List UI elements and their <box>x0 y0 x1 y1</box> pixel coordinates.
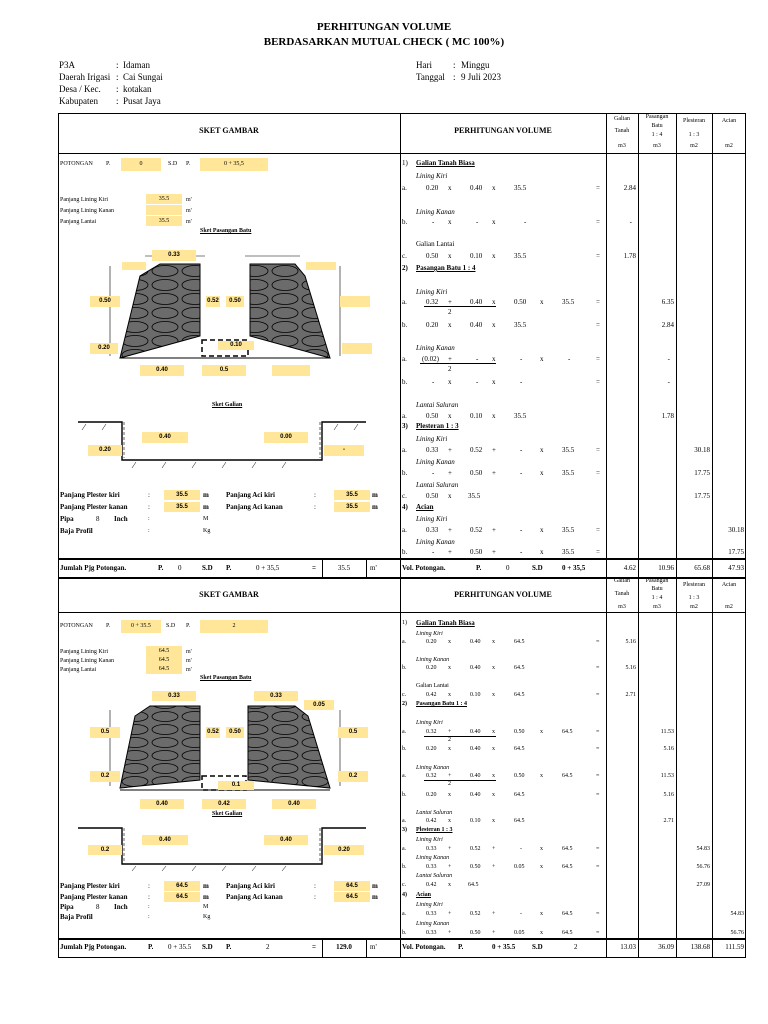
p-label: P. <box>226 564 232 572</box>
dim-label: 0.33 <box>152 250 196 261</box>
jumlah-label: Jumlah Pjg Potongan. <box>60 943 127 951</box>
highlight <box>146 205 182 215</box>
unit: m <box>372 882 378 890</box>
potongan-label: POTONGAN <box>60 161 93 167</box>
dim-label: 0.05 <box>304 700 334 710</box>
colon: : <box>148 904 150 910</box>
inch-label: Inch <box>114 903 128 911</box>
colon: : <box>314 893 316 901</box>
dim-label: 0.33 <box>152 691 196 701</box>
lantai-value: 35.5 <box>158 218 170 224</box>
sd-label: S.D <box>532 564 543 572</box>
jumlah-to: 2 <box>266 943 270 951</box>
p-label: P. <box>158 564 164 572</box>
colon: : <box>148 882 150 890</box>
unit: m <box>372 503 378 511</box>
header-pasangan: Pasangan <box>645 578 669 584</box>
highlight <box>122 262 146 270</box>
vol-potongan-label: Vol. Potongan. <box>402 564 446 572</box>
aci-kiri-value: 64.5 <box>334 881 370 891</box>
dim-label: 0.5 <box>338 727 368 738</box>
dim-label: 0.40 <box>140 365 184 376</box>
p-label: P. <box>458 943 464 951</box>
header-ratio: 1 : 3 <box>688 132 700 138</box>
baja-profil-label: Baja Profil <box>60 527 93 535</box>
potongan-to: 2 <box>232 623 236 629</box>
potongan-label: POTONGAN <box>60 623 93 629</box>
kabupaten-label: Kabupaten <box>59 96 98 106</box>
lining-kiri-label: Panjang Lining Kiri <box>60 649 108 655</box>
unit: m' <box>186 208 192 214</box>
header-pasangan: Pasangan <box>645 114 669 120</box>
p3a-label: P3A <box>59 60 76 70</box>
jumlah-value: 129.0 <box>336 943 352 951</box>
inch-label: Inch <box>114 515 128 523</box>
header-unit: m3 <box>618 604 626 610</box>
header-plesteran: Plesteran <box>683 582 705 588</box>
hari-value: Minggu <box>461 60 490 70</box>
sd-label: S.D <box>166 623 176 629</box>
dim-label: 0.40 <box>142 835 188 845</box>
header-galian: Galian <box>614 578 630 584</box>
plester-kanan-label: Panjang Plester kanan <box>60 503 128 511</box>
sd-label: S.D <box>532 943 543 951</box>
aci-kanan-label: Panjang Aci kanan <box>226 893 283 901</box>
plester-kiri-value: 35.5 <box>164 490 200 500</box>
pasangan-batu-drawing <box>90 236 380 384</box>
lining-kiri-value: 35.5 <box>158 196 170 202</box>
header-unit: m2 <box>725 604 733 610</box>
total-plesteran: 65.68 <box>694 564 710 572</box>
colon: : <box>116 84 119 94</box>
jumlah-from: 0 + 35.5 <box>168 943 192 951</box>
aci-kanan-value: 64.5 <box>334 892 370 902</box>
sket-pasangan-batu-label: Sket Pasangan Batu <box>200 228 252 234</box>
divider <box>400 578 401 958</box>
colon: : <box>148 893 150 901</box>
header-unit: m2 <box>725 143 733 149</box>
divider <box>638 113 639 578</box>
highlight <box>340 296 370 307</box>
total-pasangan: 36.09 <box>658 943 674 951</box>
galian-value: 2.84 <box>623 184 636 192</box>
plester-kiri-value: 64.5 <box>164 881 200 891</box>
divider <box>606 578 607 958</box>
header-perhitungan-volume: PERHITUNGAN VOLUME <box>454 126 552 135</box>
unit: Kg <box>203 914 211 920</box>
sd-label: S.D <box>202 564 213 572</box>
dim-label: 0.2 <box>338 771 368 782</box>
potongan-to: 0 + 35,5 <box>224 161 244 167</box>
dim-label: 0.2 <box>90 771 120 782</box>
unit: m' <box>370 564 377 572</box>
sket-galian-label: Sket Galian <box>212 402 243 408</box>
header-batu: Batu <box>651 586 663 592</box>
header-unit: m2 <box>690 604 698 610</box>
unit: m' <box>186 667 192 673</box>
jumlah-to: 0 + 35,5 <box>256 564 280 572</box>
dim-label: 0.52 <box>206 727 220 738</box>
total-acian: 47.93 <box>728 564 744 572</box>
header-galian: Galian <box>614 116 630 122</box>
unit: m' <box>186 658 192 664</box>
header-perhitungan-volume: PERHITUNGAN VOLUME <box>454 590 552 599</box>
dim-label: 0.42 <box>202 799 246 809</box>
divider <box>712 578 713 958</box>
daerah-value: Cai Sungai <box>123 72 163 82</box>
desa-value: kotakan <box>123 84 152 94</box>
dim-label: 0.40 <box>272 799 316 809</box>
dim-label: 0.5 <box>90 727 120 738</box>
lining-kanan-label: Panjang Lining Kanan <box>60 208 114 214</box>
header-tanah: Tanah <box>614 591 630 597</box>
colon: : <box>148 914 150 920</box>
vol-from: 0 + 35.5 <box>492 943 516 951</box>
colon: : <box>148 516 150 522</box>
potongan-from: 0 + 35.5 <box>131 623 151 629</box>
aci-kanan-value: 35.5 <box>334 502 370 512</box>
galian-drawing <box>76 414 366 470</box>
sket-pasangan-batu-label: Sket Pasangan Batu <box>200 675 252 681</box>
unit: m <box>203 491 209 499</box>
sd-label: S.D <box>202 943 213 951</box>
unit: m <box>203 503 209 511</box>
unit: Kg <box>203 528 211 534</box>
lining-kiri-value: 64.5 <box>158 648 170 654</box>
pipa-label: Pipa <box>60 903 74 911</box>
divider <box>712 113 713 578</box>
p-label: P. <box>186 623 191 629</box>
unit: m <box>372 491 378 499</box>
baja-profil-label: Baja Profil <box>60 913 93 921</box>
lantai-value: 64.5 <box>158 666 170 672</box>
highlight <box>272 365 310 376</box>
total-plesteran: 138.68 <box>690 943 710 951</box>
header-unit: m3 <box>618 143 626 149</box>
plester-kanan-label: Panjang Plester kanan <box>60 893 128 901</box>
divider <box>322 938 323 958</box>
sket-galian-label: Sket Galian <box>212 811 243 817</box>
divider <box>606 113 607 578</box>
tanggal-value: 9 Juli 2023 <box>461 72 502 82</box>
p-label: P. <box>186 161 191 167</box>
dim-label: 0.10 <box>218 341 254 350</box>
divider <box>400 113 401 578</box>
lining-kiri-label: Panjang Lining Kiri <box>60 197 108 203</box>
p-label: P. <box>148 943 154 951</box>
pipa-label: Pipa <box>60 515 74 523</box>
dim-label: 0.1 <box>218 781 254 790</box>
dim-label: 0.50 <box>226 727 244 738</box>
dim-label: 0.40 <box>264 835 308 845</box>
p-label: P. <box>106 623 111 629</box>
header-acian: Acian <box>721 118 737 124</box>
highlight <box>342 343 372 354</box>
divider <box>366 558 367 578</box>
vol-potongan-label: Vol. Potongan. <box>402 943 446 951</box>
p-label: P. <box>106 161 111 167</box>
equals: = <box>312 564 316 572</box>
dim-label: 0.20 <box>88 445 122 456</box>
title-line-2: BERDASARKAN MUTUAL CHECK ( MC 100%) <box>263 36 505 48</box>
divider <box>366 938 367 958</box>
title-line-1: PERHITUNGAN VOLUME <box>316 21 452 33</box>
jumlah-label: Jumlah Pjg Potongan. <box>60 564 127 572</box>
unit: m' <box>186 219 192 225</box>
divider <box>638 578 639 958</box>
unit: m <box>372 893 378 901</box>
plester-kiri-label: Panjang Plester kiri <box>60 491 120 499</box>
aci-kiri-label: Panjang Aci kiri <box>226 491 276 499</box>
header-unit: m2 <box>690 143 698 149</box>
jumlah-value: 35.5 <box>337 564 351 572</box>
vol-to: 0 + 35,5 <box>562 564 586 572</box>
divider <box>58 938 746 940</box>
potongan-from: 0 <box>139 161 143 167</box>
lining-kanan-value: 64.5 <box>158 657 170 663</box>
header-sket-gambar: SKET GAMBAR <box>199 590 259 599</box>
jumlah-from: 0 <box>178 564 182 572</box>
header-acian: Acian <box>721 582 737 588</box>
header-unit: m3 <box>653 143 661 149</box>
dim-label: 0.2 <box>88 845 122 855</box>
plester-kiri-label: Panjang Plester kiri <box>60 882 120 890</box>
unit: m' <box>370 943 377 951</box>
vol-from: 0 <box>506 564 510 572</box>
divider <box>58 558 746 560</box>
colon: : <box>314 491 316 499</box>
dim-label: 0.5 <box>202 365 246 376</box>
colon: : <box>148 491 150 499</box>
dim-label: 0.20 <box>324 845 364 855</box>
dim-label: 0.00 <box>264 432 308 443</box>
dim-label: 0.52 <box>206 296 220 307</box>
equals: = <box>312 943 316 951</box>
header-tanah: Tanah <box>614 128 630 134</box>
sd-label: S.D <box>168 161 178 167</box>
unit: M <box>203 904 209 910</box>
unit: m' <box>186 197 192 203</box>
highlight <box>306 262 336 270</box>
dim-label: 0.20 <box>90 343 118 354</box>
hari-label: Hari <box>416 60 432 70</box>
divider <box>676 113 677 578</box>
divider <box>676 578 677 958</box>
total-acian: 111.59 <box>725 943 744 951</box>
colon: : <box>116 72 119 82</box>
unit: M <box>203 516 209 522</box>
colon: : <box>453 72 456 82</box>
tanggal-label: Tanggal <box>416 72 445 82</box>
lantai-label: Panjang Lantai <box>60 667 97 673</box>
colon: : <box>453 60 456 70</box>
divider <box>58 153 746 154</box>
plester-kanan-value: 35.5 <box>164 502 200 512</box>
lining-kanan-label: Panjang Lining Kanan <box>60 658 114 664</box>
daerah-label: Daerah Irigasi <box>59 72 111 82</box>
p3a-value: Idaman <box>123 60 150 70</box>
dim-label: 0.50 <box>226 296 244 307</box>
aci-kanan-label: Panjang Aci kanan <box>226 503 283 511</box>
dim-label: 0.33 <box>254 691 298 701</box>
desa-label: Desa / Kec. <box>59 84 101 94</box>
colon: : <box>116 60 119 70</box>
dim-label: 0.50 <box>90 296 120 307</box>
dim-label: 0.40 <box>142 432 188 443</box>
unit: m <box>203 882 209 890</box>
colon: : <box>314 503 316 511</box>
divider <box>322 558 323 578</box>
vol-to: 2 <box>574 943 578 951</box>
aci-kiri-label: Panjang Aci kiri <box>226 882 276 890</box>
colon: : <box>148 528 150 534</box>
p-label: P. <box>226 943 232 951</box>
header-batu: Batu <box>651 123 663 129</box>
header-unit: m3 <box>653 604 661 610</box>
header-sket-gambar: SKET GAMBAR <box>199 126 259 135</box>
total-pasangan: 10.96 <box>658 564 674 572</box>
header-ratio: 1 : 4 <box>651 132 663 138</box>
total-galian: 4.62 <box>623 564 636 572</box>
lantai-label: Panjang Lantai <box>60 219 97 225</box>
unit: m' <box>186 649 192 655</box>
colon: : <box>148 503 150 511</box>
divider <box>58 612 746 613</box>
pipa-size: 8 <box>96 515 100 523</box>
total-galian: 13.03 <box>620 943 636 951</box>
dim-label: - <box>324 445 364 456</box>
plester-kanan-value: 64.5 <box>164 892 200 902</box>
dim-label: 0.40 <box>140 799 184 809</box>
header-ratio: 1 : 3 <box>688 595 700 601</box>
pipa-size: 8 <box>96 903 100 911</box>
header-plesteran: Plesteran <box>683 118 705 124</box>
header-ratio: 1 : 4 <box>651 595 663 601</box>
kabupaten-value: Pusat Jaya <box>123 96 161 106</box>
aci-kiri-value: 35.5 <box>334 490 370 500</box>
colon: : <box>314 882 316 890</box>
p-label: P. <box>476 564 482 572</box>
colon: : <box>116 96 119 106</box>
unit: m <box>203 893 209 901</box>
